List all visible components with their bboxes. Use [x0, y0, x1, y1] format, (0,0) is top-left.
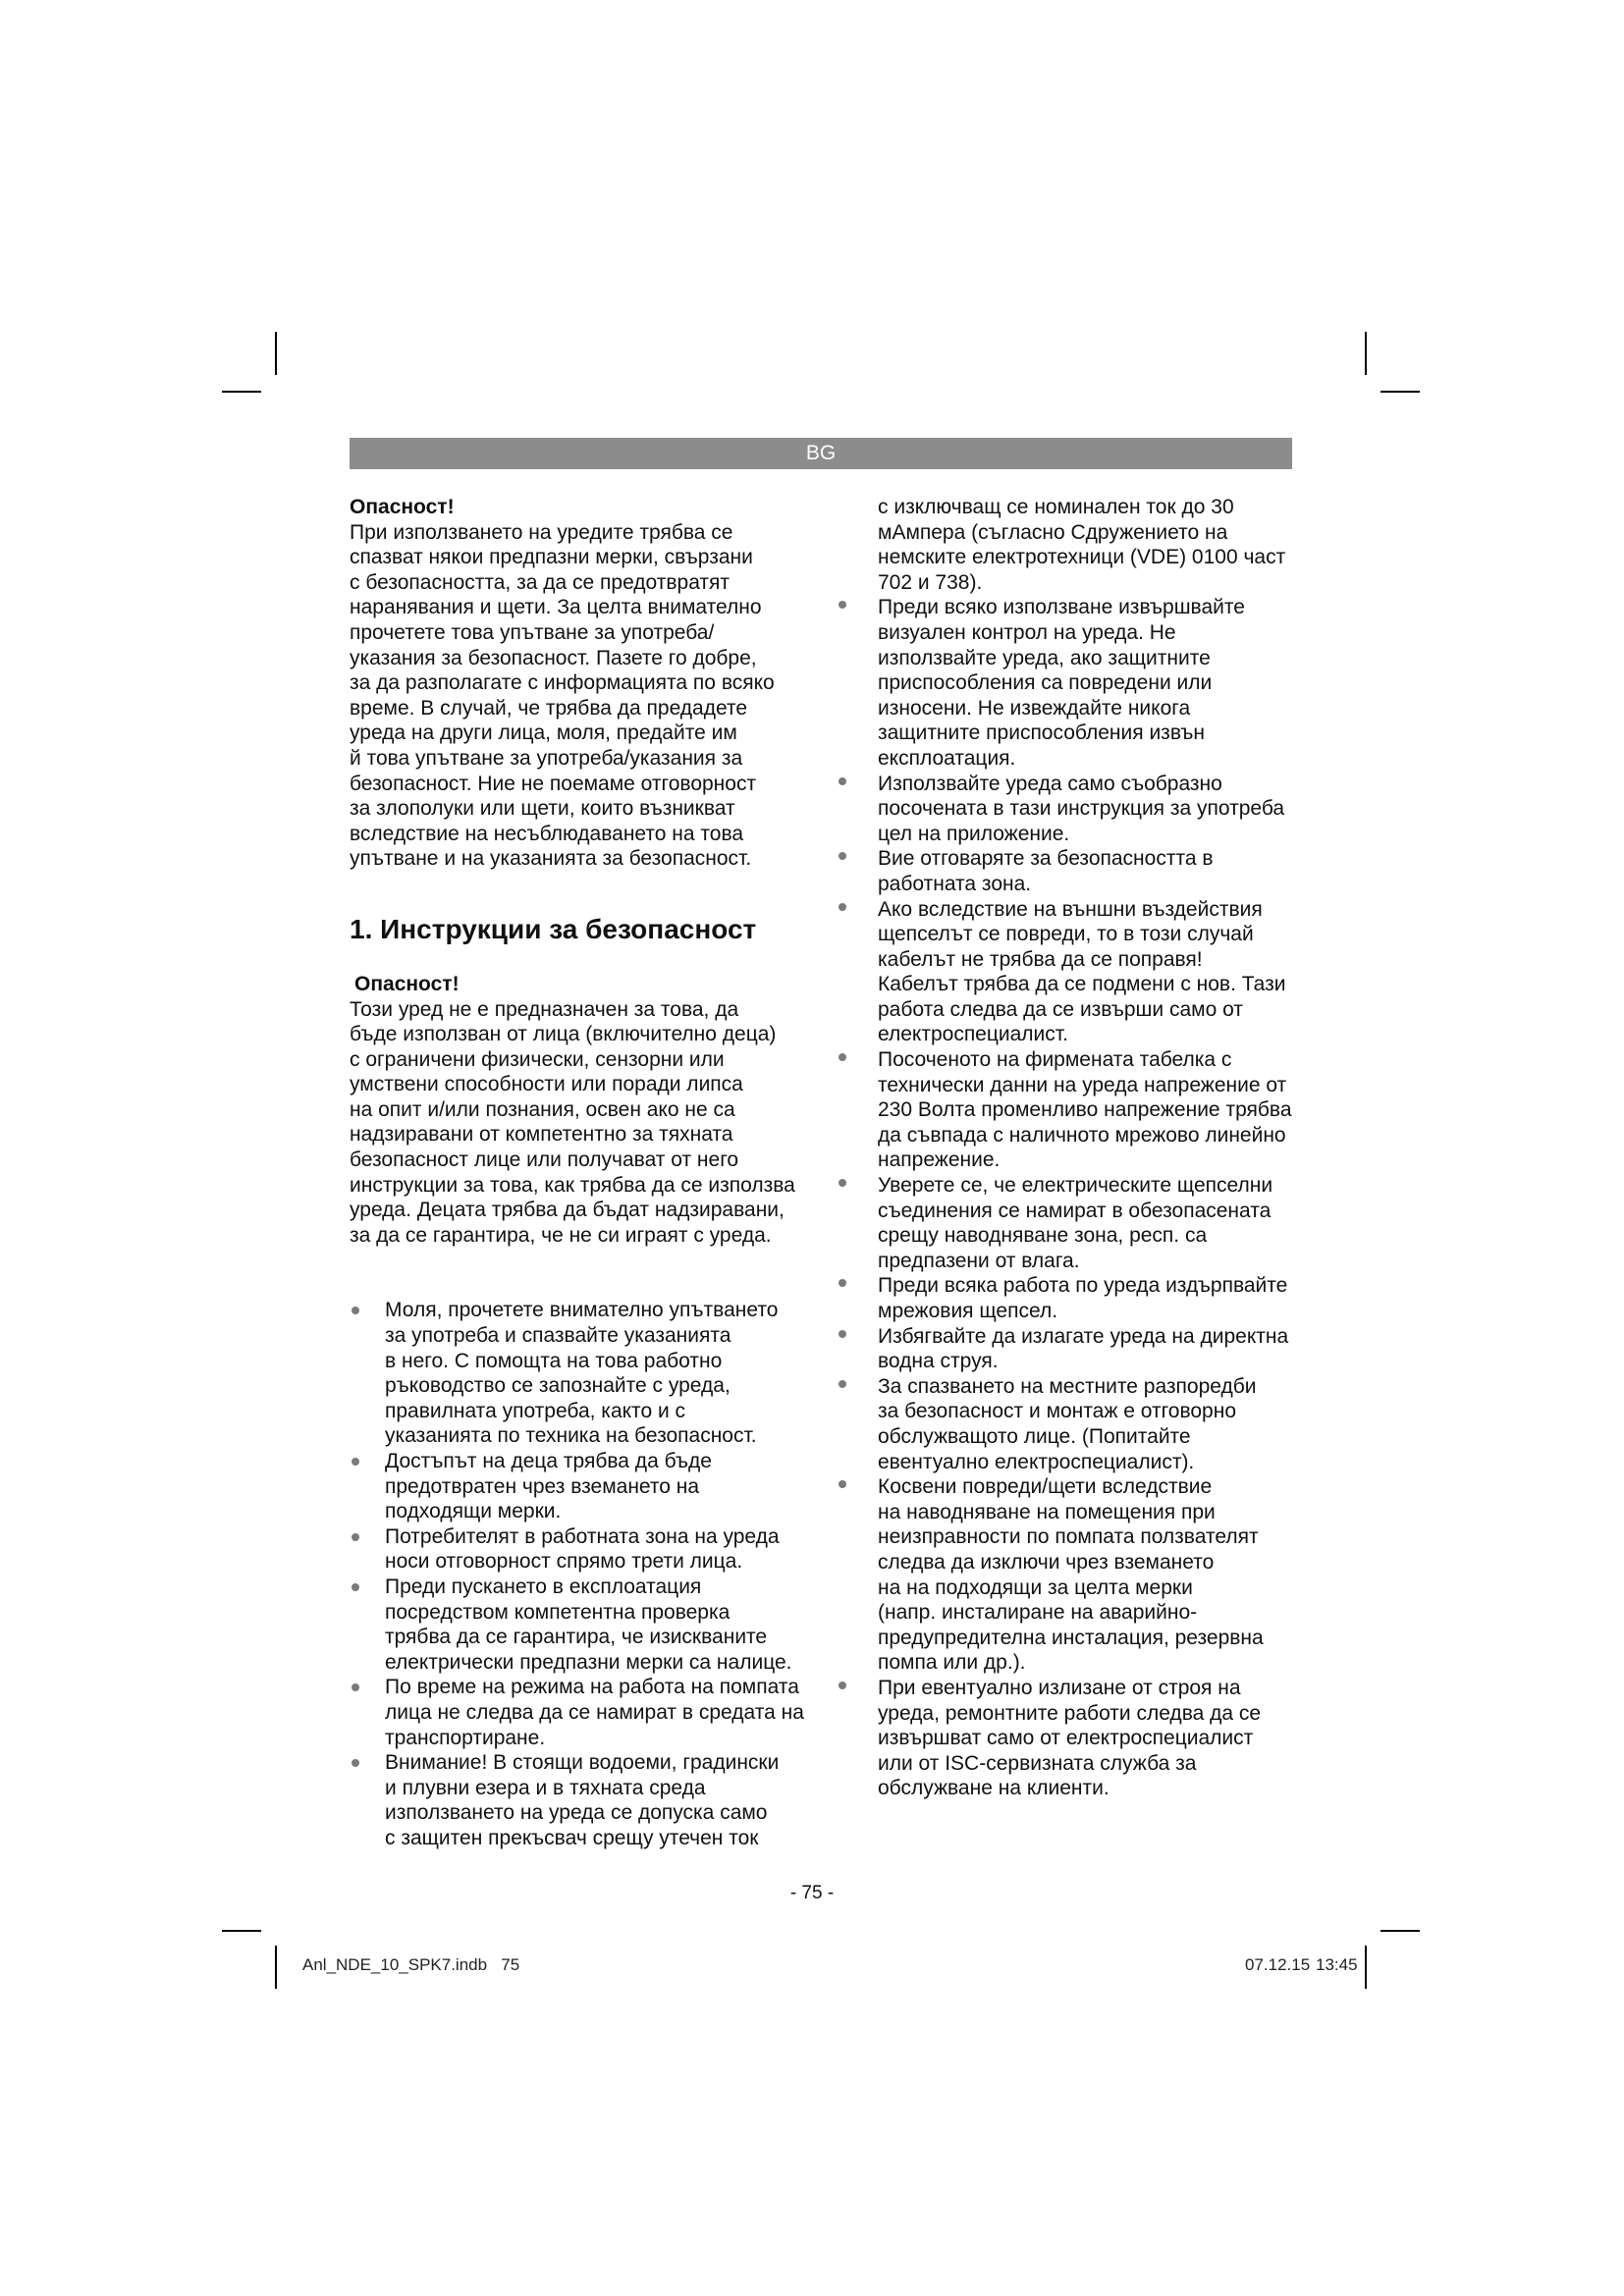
crop-mark-top-right-h: [1380, 391, 1420, 393]
right-column: [878, 495, 1294, 1801]
crop-mark-top-left-h: [222, 391, 261, 393]
left-column: [350, 495, 811, 1851]
intro-warning-heading: Опасност!: [350, 496, 455, 518]
list-item: Ако вследствие на външни въздействия щепселът се повреди, то в този случай кабелът не трябва да се поправя! Кабелът трябва да се подмени с нов. Тази работа следва да се извърши само от електроспециалист.: [878, 897, 1294, 1048]
bullet-icon: [352, 1583, 359, 1591]
list-item: Вие отговаряте за безопасността в работната зона.: [878, 846, 1294, 896]
bullet-icon: [839, 1279, 846, 1287]
list-item: Преди пускането в експлоатация посредством компетентна проверка трябва да се гарантира, че изискваните електрически предпазни мерки са налице.: [350, 1575, 811, 1675]
bullet-icon: [839, 903, 846, 911]
list-item: Внимание! В стоящи водоеми, градински и плувни езера и в тяхната среда използването на уреда се допуска само с защитен прекъсвач срещу утечен ток: [350, 1750, 811, 1850]
list-item: Достъпът на деца трябва да бъде предотвратен чрез вземането на подходящи мерки.: [350, 1449, 811, 1524]
crop-mark-bottom-right-h: [1380, 1930, 1420, 1932]
crop-mark-top-right-v: [1365, 332, 1367, 375]
language-header-bar: [350, 438, 1292, 469]
bullet-icon: [839, 777, 846, 785]
list-item: Избягвайте да излагате уреда на директна водна струя.: [878, 1324, 1294, 1374]
bullet-icon: [839, 1330, 846, 1338]
section-title: 1. Инструкции за безопасност: [350, 913, 757, 944]
list-item: Потребителят в работната зона на уреда носи отговорност спрямо трети лица.: [350, 1524, 811, 1575]
intro-paragraph: При използването на уредите трябва се спазват някои предпазни мерки, свързани с безопасността, за да се предотвратят наранявания и щети. За целта внимателно прочетете това упътване за употреба/ указания за безопасност. Пазете го добре, за да разполагате с информацията по всяко време. В случай, че трябва да предадете уреда на други лица, моля, предайте им й това упътване за употреба/указания за безопасност. Ние не поемаме отговорност за злополуки или щети, които възникват вследствие на несъблюдаването на това упътване и на указанията за безопасност.: [350, 520, 775, 871]
list-item: Преди всяко използване извършвайте визуален контрол на уреда. Не използвайте уреда, ако защитните приспособления са повредени или износени. Не извеждайте никога защитните приспособления извън експлоатация.: [878, 595, 1294, 771]
list-item: Уверете се, че електрическите щепселни съединения се намират в обезопасената срещу наводняване зона, респ. са предпазени от влага.: [878, 1173, 1294, 1273]
bullet-icon: [352, 1683, 359, 1691]
bullet-icon: [352, 1458, 359, 1466]
list-item: Косвени повреди/щети вследствие на наводняване на помещения при неизправности по помпата ползвателят следва да изключи чрез вземането на на подходящи за целта мерки (напр. инсталиране на аварийно- предупредителна инсталация, резервна помпа или др.).: [878, 1474, 1294, 1676]
bullet-icon: [352, 1759, 359, 1767]
bullet-icon: [839, 1682, 846, 1689]
bullet-icon: [839, 852, 846, 860]
list-item: При евентуално излизане от строя на уреда, ремонтните работи следва да се извършват само от електроспециалист или от ISC-сервизната служба за обслужване на клиенти.: [878, 1676, 1294, 1801]
page-number: - 75 -: [789, 1883, 835, 1903]
list-item: Използвайте уреда само съобразно посочената в тази инструкция за употреба цел на приложение.: [878, 772, 1294, 847]
continuation-paragraph: с изключващ се номинален ток до 30 мАмпера (съгласно Сдружението на немските електротехници (VDE) 0100 част 702 и 738).: [878, 496, 1286, 594]
safety-bullet-list-left: [350, 1298, 811, 1850]
bullet-icon: [352, 1307, 359, 1314]
crop-mark-top-left-v: [275, 332, 277, 375]
list-item: Моля, прочетете внимателно упътването за употреба и спазвайте указанията в него. С помощта на това работно ръководство се запознайте с уреда, правилната употреба, както и с указанията по техника на безопасност.: [350, 1298, 811, 1449]
safety-bullet-list-right: [878, 595, 1294, 1801]
list-item: Посоченото на фирмената табелка с технически данни на уреда напрежение от 230 Волта променливо напрежение трябва да съвпада с наличното мрежово линейно напрежение.: [878, 1047, 1294, 1173]
bullet-icon: [839, 1380, 846, 1388]
crop-mark-bottom-left-v: [275, 1946, 277, 1989]
bullet-icon: [839, 1053, 846, 1061]
bullet-icon: [839, 601, 846, 609]
crop-mark-bottom-left-h: [222, 1930, 261, 1932]
list-item: По време на режима на работа на помпата лица не следва да се намират в средата на транспортиране.: [350, 1675, 811, 1750]
footer-file-name: Anl_NDE_10_SPK7.indb 75: [302, 1955, 520, 1974]
warning-heading-2: Опасност!: [354, 972, 460, 995]
warning-paragraph-2: Този уред не е предназначен за това, да бъде използван от лица (включително деца) с ограничени физически, сензорни или умствени способности или поради липса на опит и/или познания, освен ако не са надзиравани от компетентно за тяхната безопасност лице или получават от него инструкции за това, как трябва да се използва уреда. Децата трябва да бъдат надзиравани, за да се гарантира, че не си играят с уреда.: [350, 997, 795, 1247]
language-tag: BG: [805, 442, 837, 464]
bullet-icon: [839, 1480, 846, 1488]
crop-mark-bottom-right-v: [1365, 1946, 1367, 1989]
footer-date: 07.12.15: [1245, 1955, 1311, 1974]
bullet-icon: [839, 1179, 846, 1187]
bullet-icon: [352, 1533, 359, 1541]
list-item: Преди всяка работа по уреда издърпвайте мрежовия щепсел.: [878, 1273, 1294, 1323]
list-item: За спазването на местните разпоредби за безопасност и монтаж е отговорно обслужващото лице. (Попитайте евентуално електроспециалист).: [878, 1374, 1294, 1474]
footer-time: 13:45: [1316, 1955, 1358, 1974]
